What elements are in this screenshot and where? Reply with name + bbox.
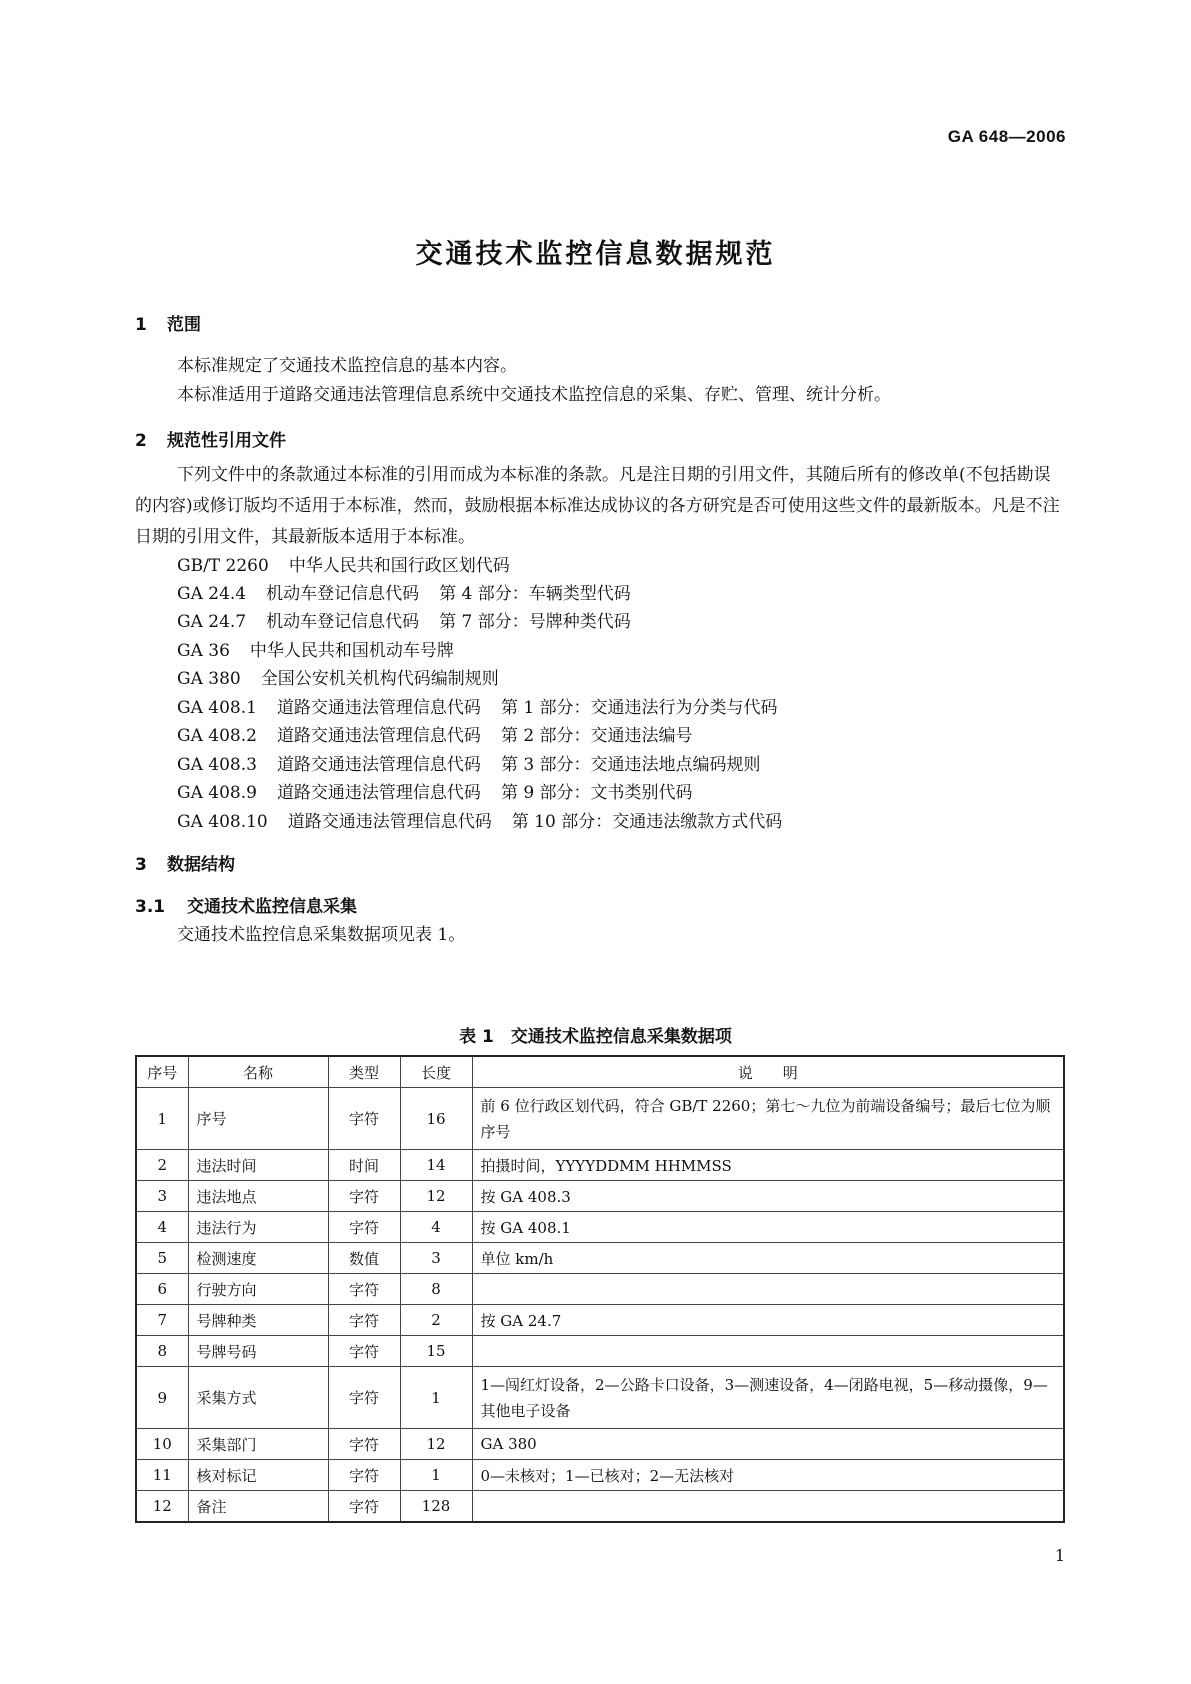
- reference-item: [177, 693, 778, 718]
- reference-item: [177, 721, 693, 746]
- table-row: [136, 1274, 1064, 1305]
- table-row: [136, 1181, 1064, 1212]
- reference-code: GA 36: [177, 641, 230, 661]
- reference-item: [177, 607, 631, 632]
- reference-part: 第 10 部分：交通违法缴款方式代码: [511, 812, 783, 832]
- column-header: 序号: [136, 1056, 188, 1088]
- section-title: 数据结构: [167, 855, 235, 875]
- reference-item: [177, 750, 761, 775]
- cell-type: 字符: [328, 1181, 400, 1212]
- cell-length: 1: [400, 1460, 472, 1491]
- column-header: 类型: [328, 1056, 400, 1088]
- cell-description: GA 380: [472, 1429, 1064, 1460]
- reference-title: 道路交通违法管理信息代码: [276, 698, 481, 718]
- cell-length: 16: [400, 1088, 472, 1150]
- cell-index: 12: [136, 1491, 188, 1523]
- cell-length: 15: [400, 1336, 472, 1367]
- reference-title: 道路交通违法管理信息代码: [276, 783, 481, 803]
- cell-type: 数值: [328, 1243, 400, 1274]
- cell-description: [472, 1274, 1064, 1305]
- cell-type: 字符: [328, 1274, 400, 1305]
- reference-title: 机动车登记信息代码: [266, 612, 420, 632]
- cell-name: 备注: [188, 1491, 328, 1523]
- column-header: 说 明: [472, 1056, 1064, 1088]
- reference-code: GA 408.2: [177, 726, 257, 746]
- cell-description: [472, 1336, 1064, 1367]
- cell-description: 前 6 位行政区划代码，符合 GB/T 2260；第七～九位为前端设备编号；最后七位为顺序号: [472, 1088, 1064, 1150]
- section-title: 范围: [167, 315, 201, 335]
- section-title: 交通技术监控信息采集: [187, 897, 357, 917]
- section-2-heading: [135, 426, 286, 451]
- reference-title: 中华人民共和国机动车号牌: [249, 641, 454, 661]
- table-row: [136, 1460, 1064, 1491]
- table-row: [136, 1305, 1064, 1336]
- reference-item: [177, 579, 631, 604]
- cell-length: 4: [400, 1212, 472, 1243]
- cell-type: 字符: [328, 1088, 400, 1150]
- cell-name: 核对标记: [188, 1460, 328, 1491]
- cell-type: 字符: [328, 1367, 400, 1429]
- cell-index: 9: [136, 1367, 188, 1429]
- table-row: [136, 1243, 1064, 1274]
- paragraph: 本标准规定了交通技术监控信息的基本内容。: [177, 356, 517, 376]
- cell-length: 3: [400, 1243, 472, 1274]
- cell-type: 字符: [328, 1212, 400, 1243]
- cell-description: 0—未核对；1—已核对；2—无法核对: [472, 1460, 1064, 1491]
- reference-code: GA 24.7: [177, 612, 247, 632]
- reference-part: 第 1 部分：交通违法行为分类与代码: [500, 698, 778, 718]
- reference-code: GA 408.9: [177, 783, 257, 803]
- reference-part: 第 9 部分：文书类别代码: [500, 783, 693, 803]
- section-title: 规范性引用文件: [167, 431, 286, 451]
- cell-description: 按 GA 24.7: [472, 1305, 1064, 1336]
- section-number: 1: [135, 315, 147, 335]
- cell-description: 单位 km/h: [472, 1243, 1064, 1274]
- reference-code: GA 408.3: [177, 755, 257, 775]
- cell-index: 4: [136, 1212, 188, 1243]
- cell-type: 字符: [328, 1429, 400, 1460]
- reference-code: GB/T 2260: [177, 556, 269, 576]
- references-intro: 下列文件中的条款通过本标准的引用而成为本标准的条款。凡是注日期的引用文件，其随后所有的修改单(不包括勘误的内容)或修订版均不适用于本标准，然而，鼓励根据本标准达成协议的各方研究是否可使用这些文件的最新版本。凡是不注日期的引用文件，其最新版本适用于本标准。: [135, 465, 1060, 547]
- reference-code: GA 380: [177, 669, 241, 689]
- section-number: 2: [135, 431, 147, 451]
- paragraph: 交通技术监控信息采集数据项见表 1。: [177, 925, 466, 945]
- table-row: [136, 1367, 1064, 1429]
- cell-index: 7: [136, 1305, 188, 1336]
- cell-index: 5: [136, 1243, 188, 1274]
- reference-part: 第 4 部分：车辆类型代码: [439, 584, 631, 604]
- reference-item: [177, 551, 510, 576]
- table-row: [136, 1088, 1064, 1150]
- standard-code: GA 648—2006: [947, 127, 1066, 146]
- section-3-1-heading: [135, 892, 357, 917]
- cell-index: 11: [136, 1460, 188, 1491]
- cell-index: 1: [136, 1088, 188, 1150]
- reference-part: 第 2 部分：交通违法编号: [500, 726, 693, 746]
- page-number: 1: [1054, 1546, 1065, 1565]
- column-header: 长度: [400, 1056, 472, 1088]
- reference-code: GA 408.10: [177, 812, 268, 832]
- table-row: [136, 1429, 1064, 1460]
- cell-length: 2: [400, 1305, 472, 1336]
- cell-index: 8: [136, 1336, 188, 1367]
- reference-title: 全国公安机关机构代码编制规则: [260, 669, 499, 689]
- reference-title: 中华人民共和国行政区划代码: [288, 556, 510, 576]
- cell-name: 行驶方向: [188, 1274, 328, 1305]
- cell-description: [472, 1491, 1064, 1523]
- table-row: [136, 1336, 1064, 1367]
- cell-name: 序号: [188, 1088, 328, 1150]
- table-row: [136, 1212, 1064, 1243]
- cell-name: 违法地点: [188, 1181, 328, 1212]
- paragraph: 本标准适用于道路交通违法管理信息系统中交通技术监控信息的采集、存贮、管理、统计分析。: [177, 385, 891, 405]
- cell-index: 6: [136, 1274, 188, 1305]
- cell-type: 时间: [328, 1150, 400, 1181]
- table-header-row: [136, 1056, 1064, 1088]
- reference-item: [177, 807, 782, 832]
- reference-item: [177, 778, 693, 803]
- reference-title: 机动车登记信息代码: [266, 584, 420, 604]
- reference-code: GA 24.4: [177, 584, 247, 604]
- cell-description: 按 GA 408.3: [472, 1181, 1064, 1212]
- document-title: 交通技术监控信息数据规范: [415, 239, 776, 270]
- reference-code: GA 408.1: [177, 698, 257, 718]
- section-3-heading: [135, 850, 235, 875]
- data-items-table: [135, 1055, 1065, 1523]
- cell-type: 字符: [328, 1491, 400, 1523]
- cell-length: 14: [400, 1150, 472, 1181]
- cell-name: 违法行为: [188, 1212, 328, 1243]
- cell-length: 8: [400, 1274, 472, 1305]
- table-row: [136, 1150, 1064, 1181]
- reference-part: 第 7 部分：号牌种类代码: [439, 612, 631, 632]
- section-number: 3.1: [135, 897, 166, 917]
- cell-description: 按 GA 408.1: [472, 1212, 1064, 1243]
- cell-index: 3: [136, 1181, 188, 1212]
- cell-index: 10: [136, 1429, 188, 1460]
- cell-name: 号牌种类: [188, 1305, 328, 1336]
- reference-part: 第 3 部分：交通违法地点编码规则: [500, 755, 761, 775]
- cell-description: 拍摄时间，YYYYDDMM HHMMSS: [472, 1150, 1064, 1181]
- section-number: 3: [135, 855, 147, 875]
- reference-item: [177, 664, 499, 689]
- reference-title: 道路交通违法管理信息代码: [287, 812, 492, 832]
- cell-length: 12: [400, 1181, 472, 1212]
- cell-type: 字符: [328, 1305, 400, 1336]
- cell-length: 1: [400, 1367, 472, 1429]
- cell-name: 采集部门: [188, 1429, 328, 1460]
- cell-length: 128: [400, 1491, 472, 1523]
- reference-title: 道路交通违法管理信息代码: [276, 726, 481, 746]
- cell-type: 字符: [328, 1336, 400, 1367]
- reference-title: 道路交通违法管理信息代码: [276, 755, 481, 775]
- cell-index: 2: [136, 1150, 188, 1181]
- cell-length: 12: [400, 1429, 472, 1460]
- table-row: [136, 1491, 1064, 1523]
- cell-name: 号牌号码: [188, 1336, 328, 1367]
- cell-name: 检测速度: [188, 1243, 328, 1274]
- table-caption: 表 1 交通技术监控信息采集数据项: [459, 1027, 732, 1047]
- section-1-heading: [135, 310, 201, 335]
- cell-type: 字符: [328, 1460, 400, 1491]
- cell-description: 1—闯红灯设备，2—公路卡口设备，3—测速设备，4—闭路电视，5—移动摄像，9—其他电子设备: [472, 1367, 1064, 1429]
- cell-name: 采集方式: [188, 1367, 328, 1429]
- reference-item: [177, 636, 454, 661]
- cell-name: 违法时间: [188, 1150, 328, 1181]
- column-header: 名称: [188, 1056, 328, 1088]
